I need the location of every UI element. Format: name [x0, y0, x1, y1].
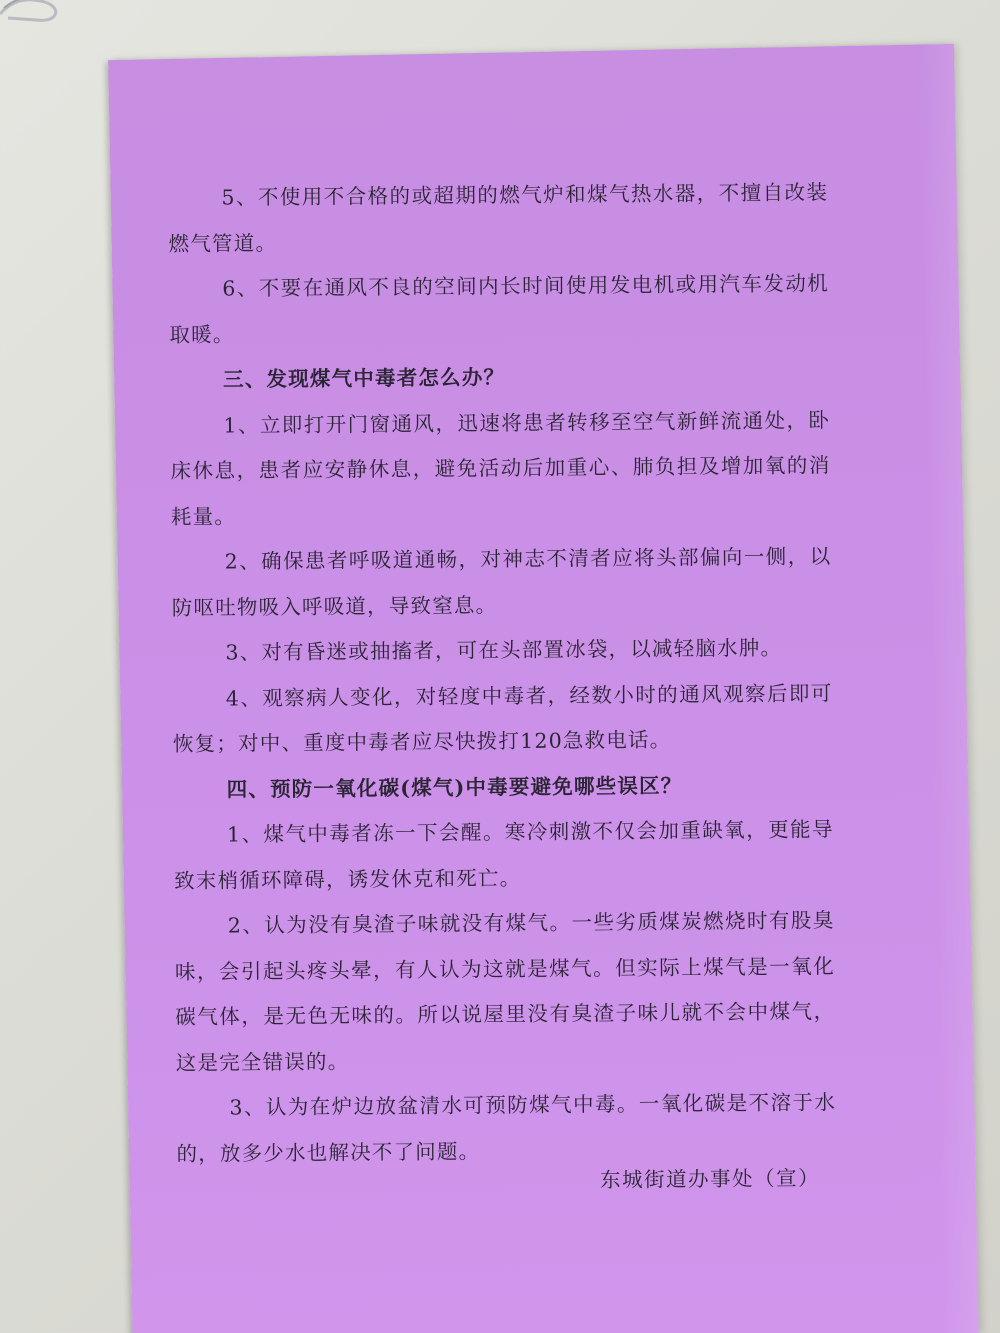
list-item: 2、认为没有臭渣子味就没有煤气。一些劣质煤炭燃烧时有股臭味，会引起头疼头晕，有人认为这就是煤气。但实际上煤气是一氧化碳气体，是无色无味的。所以说屋里没有臭渣子味儿就不会中煤气，这是完全错误的。: [174, 908, 836, 1075]
list-item: 3、对有昏迷或抽搐者，可在头部置冰袋，以减轻脑水肿。: [225, 635, 783, 665]
section-heading: 三、发现煤气中毒者怎么办？: [222, 365, 506, 392]
section-heading: 四、预防一氧化碳(煤气)中毒要避免哪些误区？: [226, 773, 683, 802]
list-item: 2、确保患者呼吸道通畅，对神志不清者应将头部偏向一侧，以防呕吐物吸入呼吸道，导致窒息。: [171, 544, 832, 620]
list-item: 1、立即打开门窗通风，迅速将患者转移至空气新鲜流通处，卧床休息，患者应安静休息，避免活动后加重心、肺负担及增加氧的消耗量。: [170, 407, 831, 529]
list-item: 1、煤气中毒者冻一下会醒。寒冷刺激不仅会加重缺氧，更能导致末梢循环障碍，诱发休克和死亡。: [174, 817, 834, 893]
list-item: 6、不要在通风不良的空间内长时间使用发电机或用汽车发动机取暖。: [169, 271, 830, 347]
list-item: 5、不使用不合格的或超期的燃气炉和煤气热水器，不擅自改装燃气管道。: [168, 180, 829, 256]
list-item: 4、观察病人变化，对轻度中毒者，经数小时的通风观察后即可恢复；对中、重度中毒者应尽快拨打120急救电话。: [172, 680, 833, 756]
document-body: [168, 170, 837, 1177]
paperclip-icon: [0, 0, 64, 28]
paper-edge-highlight: [918, 44, 979, 1333]
list-item: 3、认为在炉边放盆清水可预防煤气中毒。一氧化碳是不溶于水的，放多少水也解决不了问题。: [176, 1090, 837, 1166]
issuer-signature: 东城街道办事处（宣）: [599, 1166, 821, 1192]
